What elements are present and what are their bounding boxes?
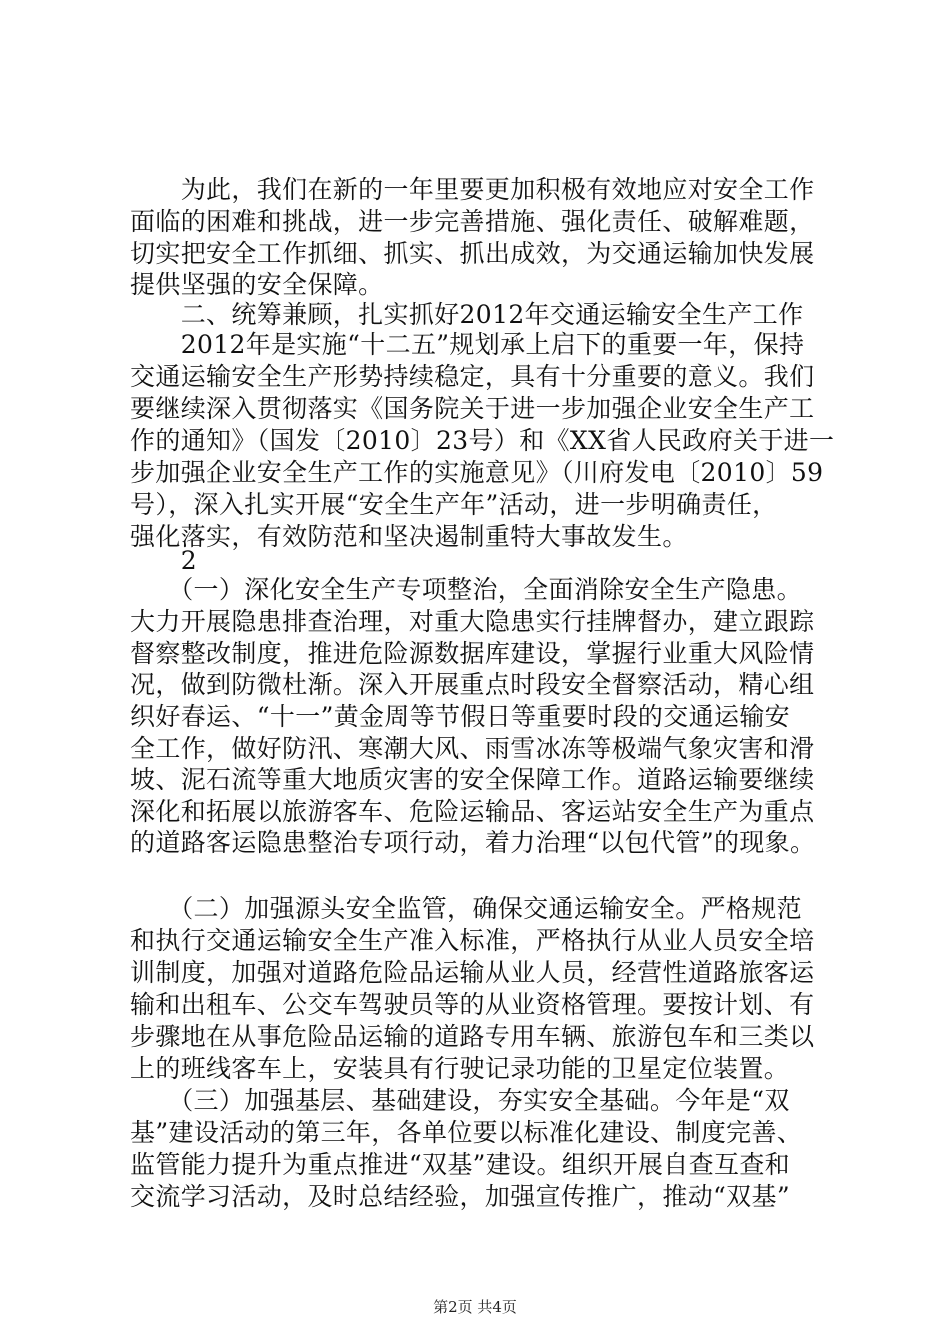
paragraph-line: 监管能力提升为重点推进“双基”建设。组织开展自查互查和 [130, 1150, 791, 1179]
paragraph-line: 督察整改制度，推进危险源数据库建设，掌握行业重大风险情 [130, 639, 815, 668]
paragraph-line: （一）深化安全生产专项整治，全面消除安全生产隐患。 [130, 575, 802, 604]
paragraph-line: 切实把安全工作抓细、抓实、抓出成效，为交通运输加快发展 [130, 239, 815, 268]
paragraph-line: （二）加强源头安全监管，确保交通运输安全。严格规范 [130, 894, 802, 923]
page-footer: 第2页 共4页 [433, 1298, 517, 1316]
paragraph-line: 面临的困难和挑战，进一步完善措施、强化责任、破解难题， [130, 207, 815, 236]
paragraph-line: 要继续深入贯彻落实《国务院关于进一步加强企业安全生产工 [130, 394, 815, 423]
paragraph-line: 大力开展隐患排查治理，对重大隐患实行挂牌督办，建立跟踪 [130, 607, 815, 636]
paragraph-line: 2012年是实施“十二五”规划承上启下的重要一年，保持 [130, 330, 805, 359]
paragraph-line: 强化落实，有效防范和坚决遏制重特大事故发生。 [130, 522, 688, 551]
paragraph-line: 提供坚强的安全保障。 [130, 270, 384, 299]
paragraph-line: 基”建设活动的第三年，各单位要以标准化建设、制度完善、 [130, 1118, 803, 1147]
paragraph-line: 和执行交通运输安全生产准入标准，严格执行从业人员安全培 [130, 926, 815, 955]
paragraph-line: 输和出租车、公交车驾驶员等的从业资格管理。要按计划、有 [130, 990, 815, 1019]
paragraph-line: （三）加强基层、基础建设，夯实安全基础。今年是“双 [130, 1086, 790, 1115]
paragraph-line: 交流学习活动，及时总结经验，加强宣传推广，推动“双基” [130, 1182, 791, 1211]
paragraph-line: 上的班线客车上，安装具有行驶记录功能的卫星定位装置。 [130, 1054, 790, 1083]
paragraph-line: 坡、泥石流等重大地质灾害的安全保障工作。道路运输要继续 [130, 765, 815, 794]
paragraph-line: 号），深入扎实开展“安全生产年”活动，进一步明确责任， [130, 490, 778, 519]
paragraph-line: 的道路客运隐患整治专项行动，着力治理“以包代管”的现象。 [130, 828, 816, 857]
section-heading: 二、统筹兼顾，扎实抓好2012年交通运输安全生产工作 [130, 300, 804, 329]
paragraph-line: 织好春运、“十一”黄金周等节假日等重要时段的交通运输安 [130, 702, 791, 731]
paragraph-line: 为此，我们在新的一年里要更加积极有效地应对安全工作 [130, 175, 815, 204]
paragraph-line: 况，做到防微杜渐。深入开展重点时段安全督察活动，精心组 [130, 670, 815, 699]
paragraph-line: 作的通知》（国发〔2010〕23号）和《XX省人民政府关于进一 [130, 426, 835, 455]
paragraph-line: 深化和拓展以旅游客车、危险运输品、客运站安全生产为重点 [130, 797, 815, 826]
paragraph-line: 交通运输安全生产形势持续稳定，具有十分重要的意义。我们 [130, 362, 815, 391]
paragraph-line: 步骤地在从事危险品运输的道路专用车辆、旅游包车和三类以 [130, 1022, 815, 1051]
paragraph-line: 步加强企业安全生产工作的实施意见》（川府发电〔2010〕59 [130, 458, 824, 487]
paragraph-line: 全工作，做好防汛、寒潮大风、雨雪冰冻等极端气象灾害和滑 [130, 734, 815, 763]
paragraph-line: 训制度，加强对道路危险品运输从业人员，经营性道路旅客运 [130, 958, 815, 987]
page-number-inline: 2 [130, 546, 197, 575]
